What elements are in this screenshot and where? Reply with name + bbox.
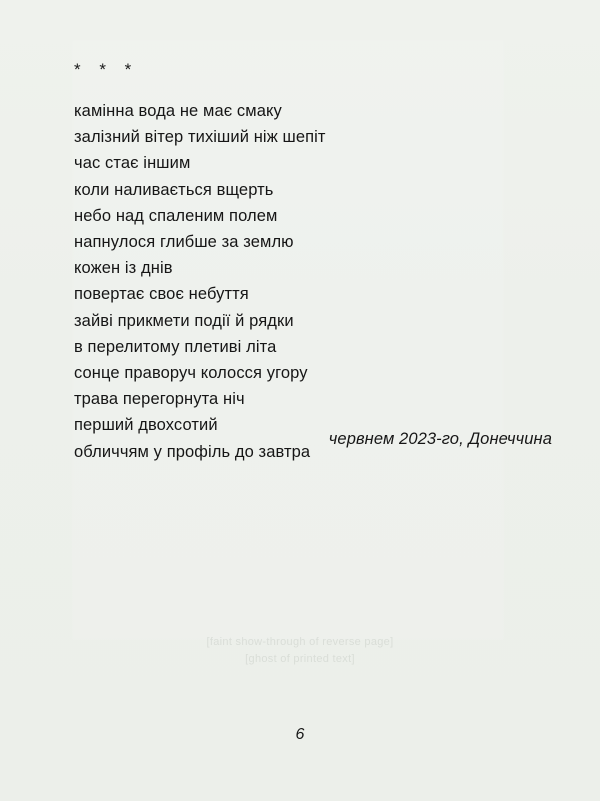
poem-line: повертає своє небуття	[74, 285, 249, 304]
page-showthrough-text	[150, 634, 450, 668]
poem-line: кожен із днів	[74, 259, 173, 278]
poem-title-asterisks: * * *	[74, 60, 139, 79]
showthrough-line-1: [faint show-through of reverse page]	[206, 636, 394, 648]
poem-line: сонце праворуч колосся угору	[74, 364, 308, 383]
poem-line: зайві прикмети події й рядки	[74, 311, 294, 330]
poem-line: залізний вітер тихіший ніж шепіт	[74, 128, 326, 147]
poem-body	[74, 60, 544, 465]
poem-line: в перелитому плетиві літа	[74, 337, 277, 356]
poem-line: камінна вода не має смаку	[74, 102, 282, 120]
poem-attribution: червнем 2023-го, Донеччина	[328, 430, 552, 448]
showthrough-line-2: [ghost of printed text]	[245, 653, 355, 665]
poem-line: обличчям у профіль до завтра	[74, 442, 311, 461]
poem-line: напнулося глибше за землю	[74, 233, 294, 252]
poem-line: трава перегорнута ніч	[74, 390, 245, 409]
poem-line: небо над спаленим полем	[74, 206, 278, 225]
poem-line: час стає іншим	[74, 154, 191, 173]
poem-line: коли наливається вщерть	[74, 180, 274, 199]
poem-line: перший двохсотий	[74, 416, 218, 435]
page-number: 6	[295, 726, 305, 743]
